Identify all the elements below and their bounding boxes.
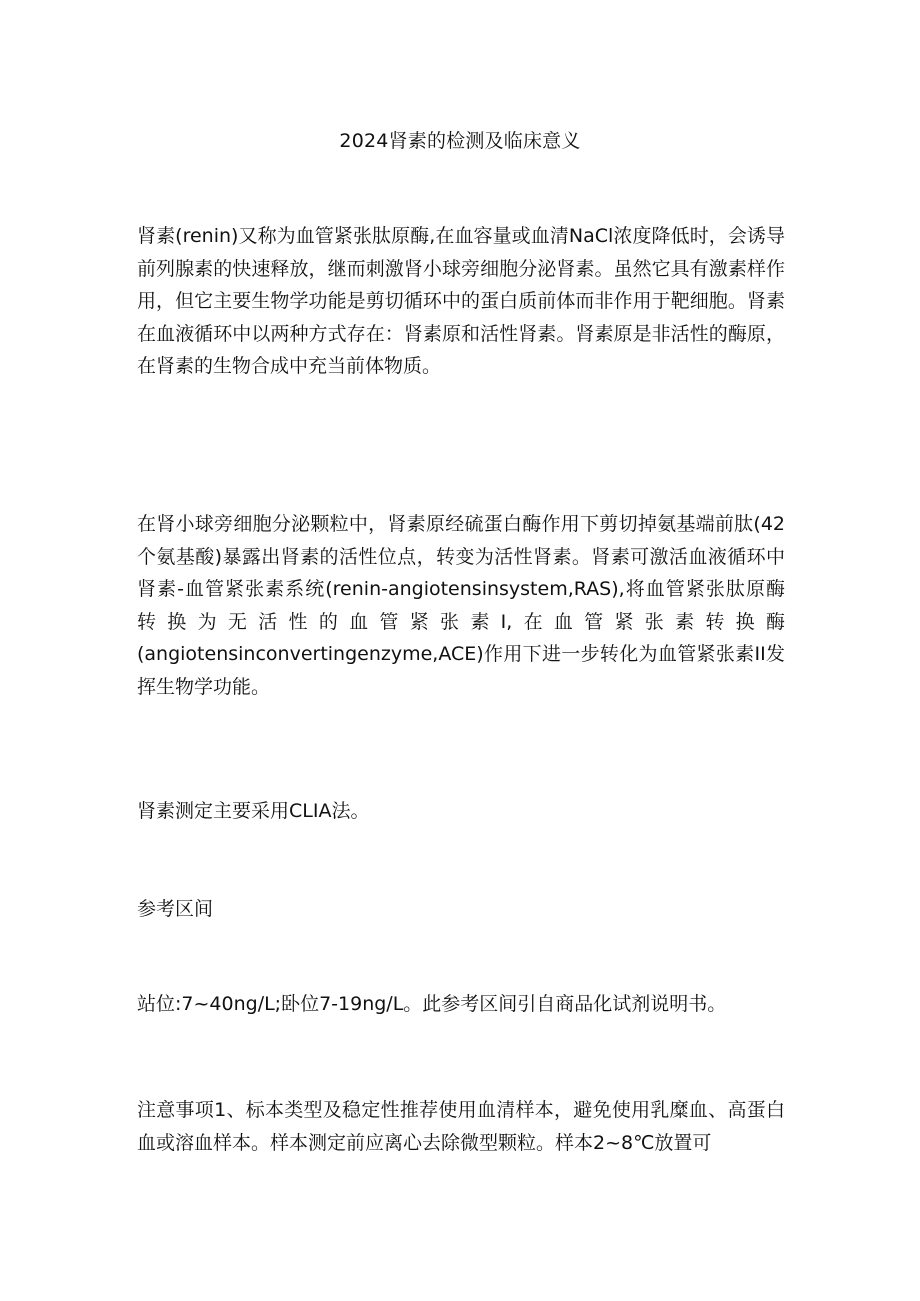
section-heading-reference-range: 参考区间 <box>137 898 214 920</box>
paragraph-method: 肾素测定主要采用CLIA法。 <box>137 800 370 822</box>
paragraph-reference-values: 站位:7~40ng∕L;卧位7-19ng∕L。此参考区间引自商品化试剂说明书。 <box>137 993 727 1015</box>
paragraph-renin-activation: 在肾小球旁细胞分泌颗粒中，肾素原经硫蛋白酶作用下剪切掉氨基端前肽(42个氨基酸)暴露出肾素的活性位点，转变为活性肾素。肾素可激活血液循环中肾素-血管紧张素系统(renin-angiotensinsystem,RAS),将血管紧张肽原酶转换为无活性的血管紧张素I,在血管紧张素转换酶(angiotensinconvertingenzyme,ACE)作用下进一步转化为血管紧张素II发挥生物学功能。 <box>137 513 785 698</box>
document-title: 2024肾素的检测及临床意义 <box>339 130 581 152</box>
paragraph-renin-definition: 肾素(renin)又称为血管紧张肽原酶,在血容量或血清NaCl浓度降低时，会诱导前列腺素的快速释放，继而刺激肾小球旁细胞分泌肾素。虽然它具有激素样作用，但它主要生物学功能是剪切循环中的蛋白质前体而非作用于靶细胞。肾素在血液循环中以两种方式存在：肾素原和活性肾素。肾素原是非活性的酶原，在肾素的生物合成中充当前体物质。 <box>137 225 785 377</box>
paragraph-precautions: 注意事项1、标本类型及稳定性推荐使用血清样本，避免使用乳糜血、高蛋白血或溶血样本。样本测定前应离心去除微型颗粒。样本2~8℃放置可 <box>137 1099 785 1154</box>
